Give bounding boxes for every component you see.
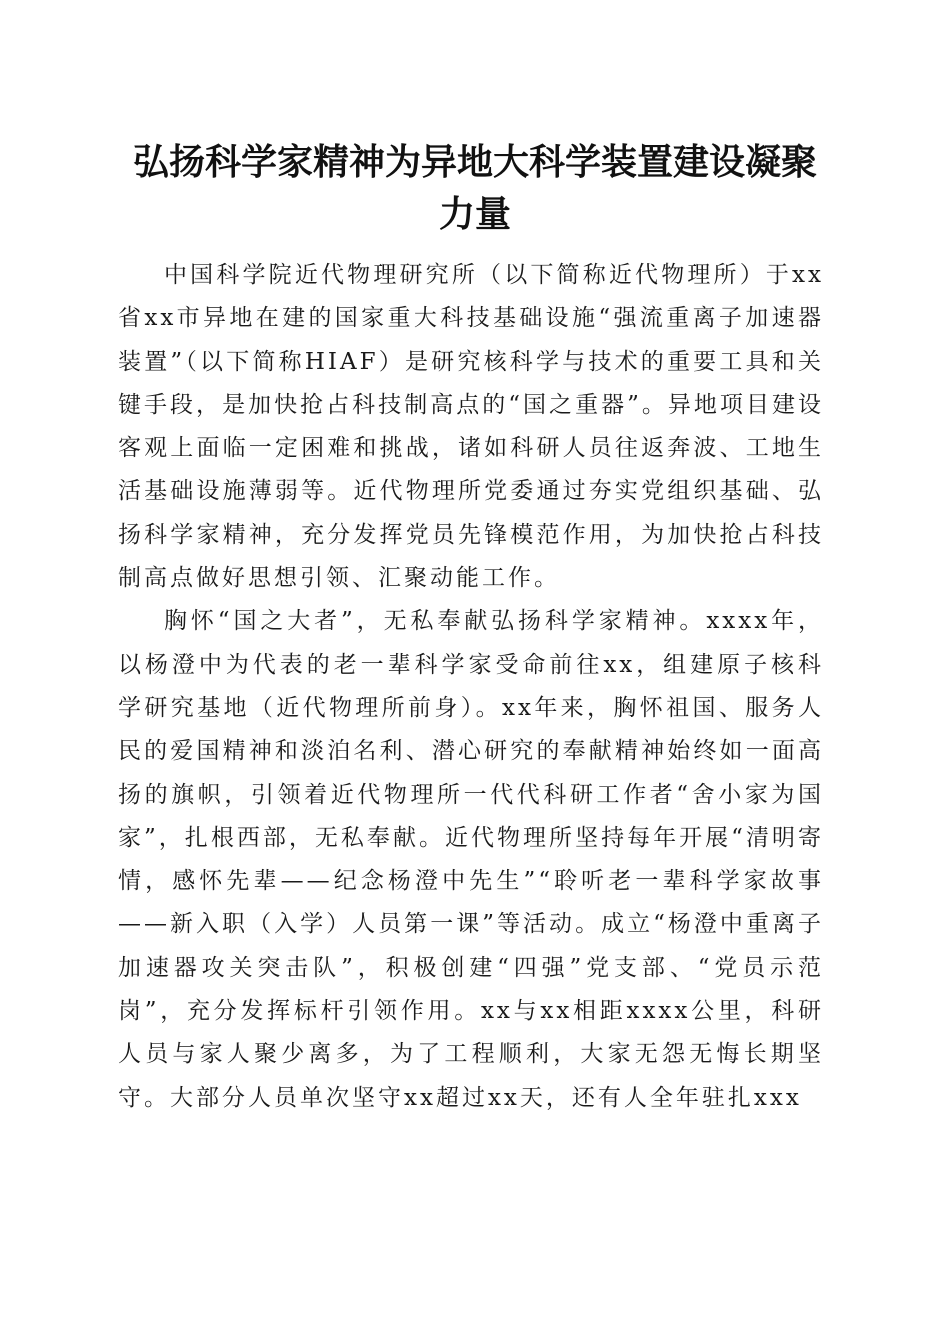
- document-body: [118, 254, 824, 1120]
- paragraph-1: 中国科学院近代物理研究所（以下简称近代物理所）于xx省xx市异地在建的国家重大科技基础设施“强流重离子加速器装置”（以下简称HIAF）是研究核科学与技术的重要工具和关键手段，是加快抢占科技制高点的“国之重器”。异地项目建设客观上面临一定困难和挑战，诸如科研人员往返奔波、工地生活基础设施薄弱等。近代物理所党委通过夯实党组织基础、弘扬科学家精神，充分发挥党员先锋模范作用，为加快抢占科技制高点做好思想引领、汇聚动能工作。: [118, 262, 824, 592]
- paragraph-2: 胸怀“国之大者”，无私奉献弘扬科学家精神。xxxx年，以杨澄中为代表的老一辈科学家受命前往xx，组建原子核科学研究基地（近代物理所前身）。xx年来，胸怀祖国、服务人民的爱国精神和淡泊名利、潜心研究的奉献精神始终如一面高扬的旗帜，引领着近代物理所一代代科研工作者“舍小家为国家”，扎根西部，无私奉献。近代物理所坚持每年开展“清明寄情，感怀先辈——纪念杨澄中先生”“聆听老一辈科学家故事——新入职（入学）人员第一课”等活动。成立“杨澄中重离子加速器攻关突击队”，积极创建“四强”党支部、“党员示范岗”，充分发挥标杆引领作用。xx与xx相距xxxx公里，科研人员与家人聚少离多，为了工程顺利，大家无怨无悔长期坚守。大部分人员单次坚守xx超过xx天，还有人全年驻扎xxx: [118, 608, 824, 1111]
- document-title: 弘扬科学家精神为异地大科学装置建设凝聚力量: [132, 141, 817, 235]
